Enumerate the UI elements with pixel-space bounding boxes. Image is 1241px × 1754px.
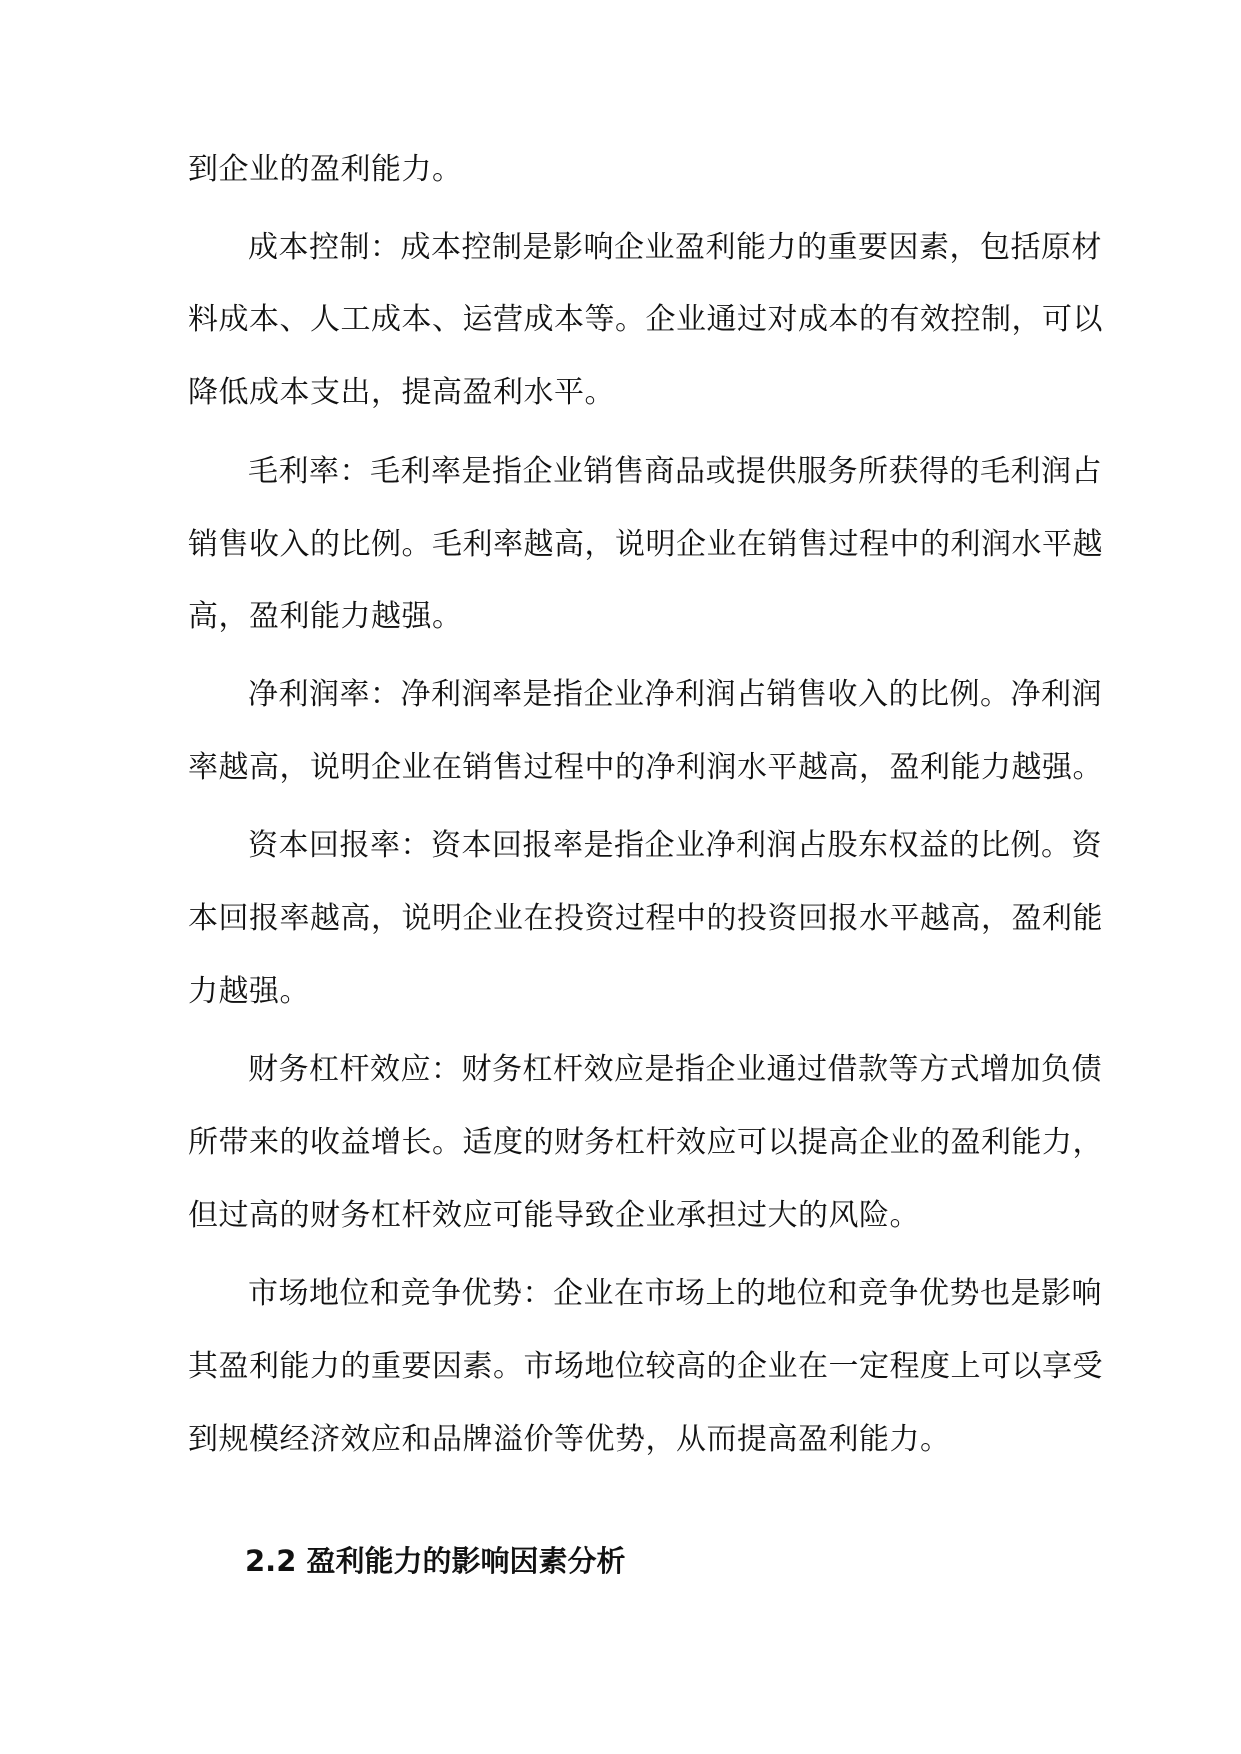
paragraph-line: 到规模经济效应和品牌溢价等优势，从而提高盈利能力。 [188,1422,951,1457]
paragraph-line: 到企业的盈利能力。 [188,152,463,187]
paragraph-line: 降低成本支出，提高盈利水平。 [188,375,615,410]
paragraph-line: 但过高的财务杠杆效应可能导致企业承担过大的风险。 [188,1198,920,1233]
paragraph-line: 力越强。 [188,974,310,1009]
paragraph-line: 成本控制：成本控制是影响企业盈利能力的重要因素，包括原材 [248,230,1102,265]
paragraph-line: 其盈利能力的重要因素。市场地位较高的企业在一定程度上可以享受 [188,1349,1103,1384]
paragraph-line: 本回报率越高，说明企业在投资过程中的投资回报水平越高，盈利能 [188,901,1103,936]
paragraph-line: 毛利率：毛利率是指企业销售商品或提供服务所获得的毛利润占 [248,454,1102,489]
paragraph-line: 高，盈利能力越强。 [188,599,463,634]
paragraph-line: 料成本、人工成本、运营成本等。企业通过对成本的有效控制，可以 [188,302,1103,337]
paragraph-line: 销售收入的比例。毛利率越高，说明企业在销售过程中的利润水平越 [188,527,1103,562]
paragraph-line: 财务杠杆效应：财务杠杆效应是指企业通过借款等方式增加负债 [248,1052,1102,1087]
paragraph-line: 所带来的收益增长。适度的财务杠杆效应可以提高企业的盈利能力， [188,1125,1103,1160]
paragraph-line: 资本回报率：资本回报率是指企业净利润占股东权益的比例。资 [248,828,1102,863]
section-heading: 2.2 盈利能力的影响因素分析 [245,1544,626,1578]
paragraph-line: 净利润率：净利润率是指企业净利润占销售收入的比例。净利润 [248,677,1102,712]
paragraph-line: 率越高，说明企业在销售过程中的净利润水平越高，盈利能力越强。 [188,750,1103,785]
paragraph-line: 市场地位和竞争优势：企业在市场上的地位和竞争优势也是影响 [248,1276,1102,1311]
